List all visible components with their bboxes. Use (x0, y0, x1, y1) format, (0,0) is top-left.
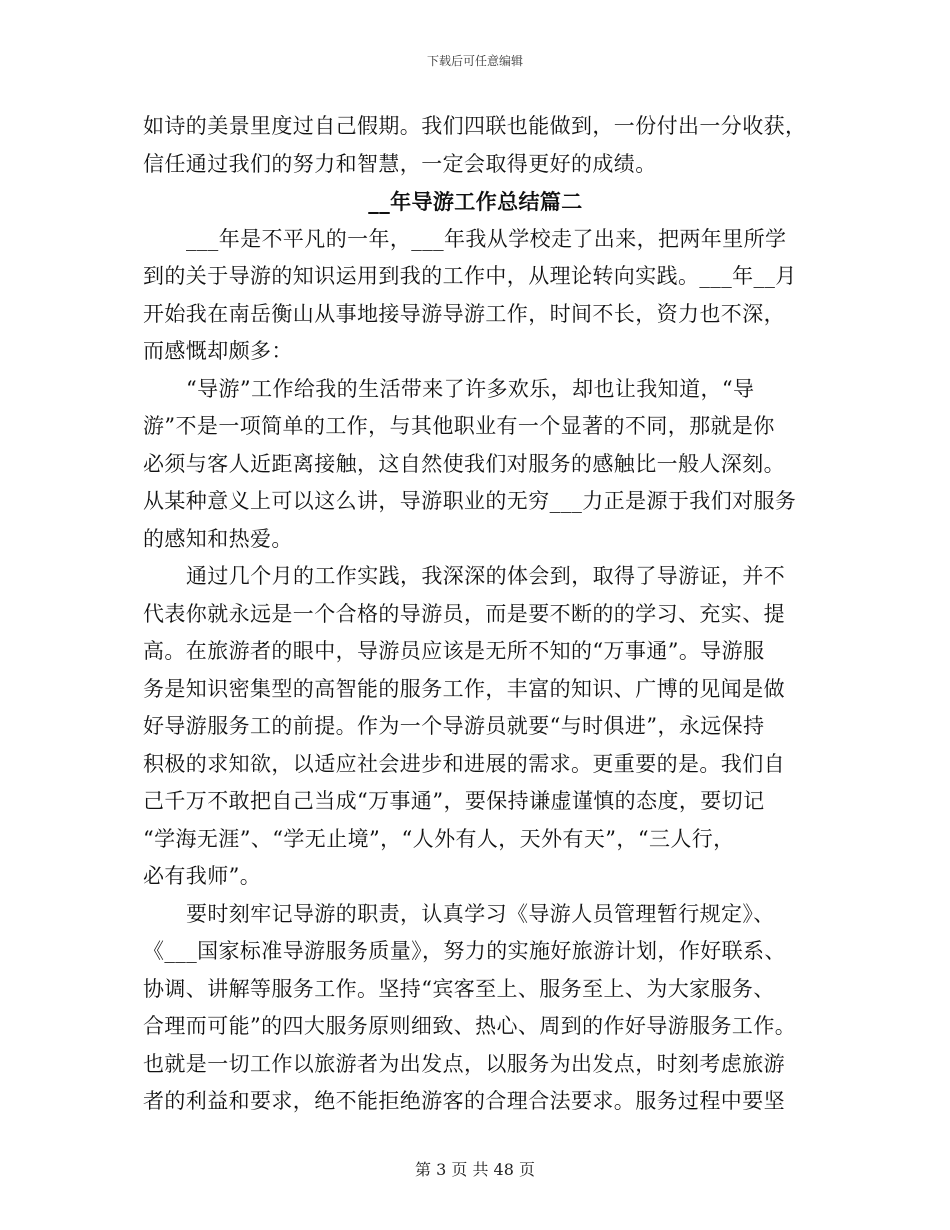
text-line: 通过几个月的工作实践，我深深的体会到，取得了导游证，并不 (186, 564, 786, 588)
document-body (143, 108, 808, 1121)
text-line: 己千万不敢把自己当成“万事通”，要保持谦虚谨慎的态度，要切记 (143, 789, 765, 813)
text-line: 者的利益和要求，绝不能拒绝游客的合理合法要求。服务过程中要坚 (143, 1089, 785, 1113)
text-line: 到的关于导游的知识运用到我的工作中，从理论转向实践。___年__月 (143, 264, 797, 288)
text-line: 的感知和热爱。 (143, 526, 293, 551)
text-line: 高。在旅游者的眼中，导游员应该是无所不知的“万事通”。导游服 (143, 639, 765, 663)
text-line: 游”不是一项简单的工作，与其他职业有一个显著的不同，那就是你 (143, 414, 775, 438)
text-line: 开始我在南岳衡山从事地接导游导游工作，时间不长，资力也不深， (143, 301, 785, 326)
text-line: 而感慨却颇多： (143, 339, 293, 363)
text-line: 也就是一切工作以旅游者为出发点，以服务为出发点，时刻考虑旅游 (143, 1051, 785, 1076)
text-line: 好导游服务工的前提。作为一个导游员就要“与时俱进”，永远保持 (143, 714, 765, 738)
text-line: “学海无涯”、“学无止境”，“人外有人，天外有天”，“三人行， (143, 826, 735, 851)
text-line: 从某种意义上可以这么讲，导游职业的无穷___力正是源于我们对服务 (143, 489, 797, 513)
text-line: 《___国家标准导游服务质量》，努力的实施好旅游计划，作好联系、 (143, 939, 786, 963)
text-line: 必须与客人近距离接触，这自然使我们对服务的感触比一般人深刻。 (143, 451, 785, 476)
text-line: 协调、讲解等服务工作。坚持“宾客至上、服务至上、为大家服务、 (143, 976, 775, 1001)
text-line: 信任通过我们的努力和智慧，一定会取得更好的成绩。 (143, 151, 657, 176)
text-line: 如诗的美景里度过自己假期。我们四联也能做到，一份付出一分收获， (143, 114, 807, 138)
page-header-note: 下载后可任意编辑 (426, 54, 523, 68)
text-line: 合理而可能”的四大服务原则细致、热心、周到的作好导游服务工作。 (143, 1014, 797, 1038)
section-title: __年导游工作总结篇二 (368, 189, 583, 214)
text-line: 代表你就永远是一个合格的导游员，而是要不断的的学习、充实、提 (143, 601, 785, 626)
text-line: ___年是不平凡的一年，___年我从学校走了出来，把两年里所学 (186, 226, 787, 251)
text-line: 要时刻牢记导游的职责，认真学习《导游人员管理暂行规定》、 (186, 901, 775, 926)
text-line: 积极的求知欲，以适应社会进步和进展的需求。更重要的是。我们自 (143, 751, 785, 776)
page-footer-pagination: 第 3 页 共 48 页 (415, 1160, 535, 1179)
text-line: “导游”工作给我的生活带来了许多欢乐，却也让我知道，“导 (186, 376, 755, 401)
text-line: 必有我师”。 (143, 864, 262, 888)
text-line: 务是知识密集型的高智能的服务工作，丰富的知识、广博的见闻是做 (143, 676, 785, 701)
